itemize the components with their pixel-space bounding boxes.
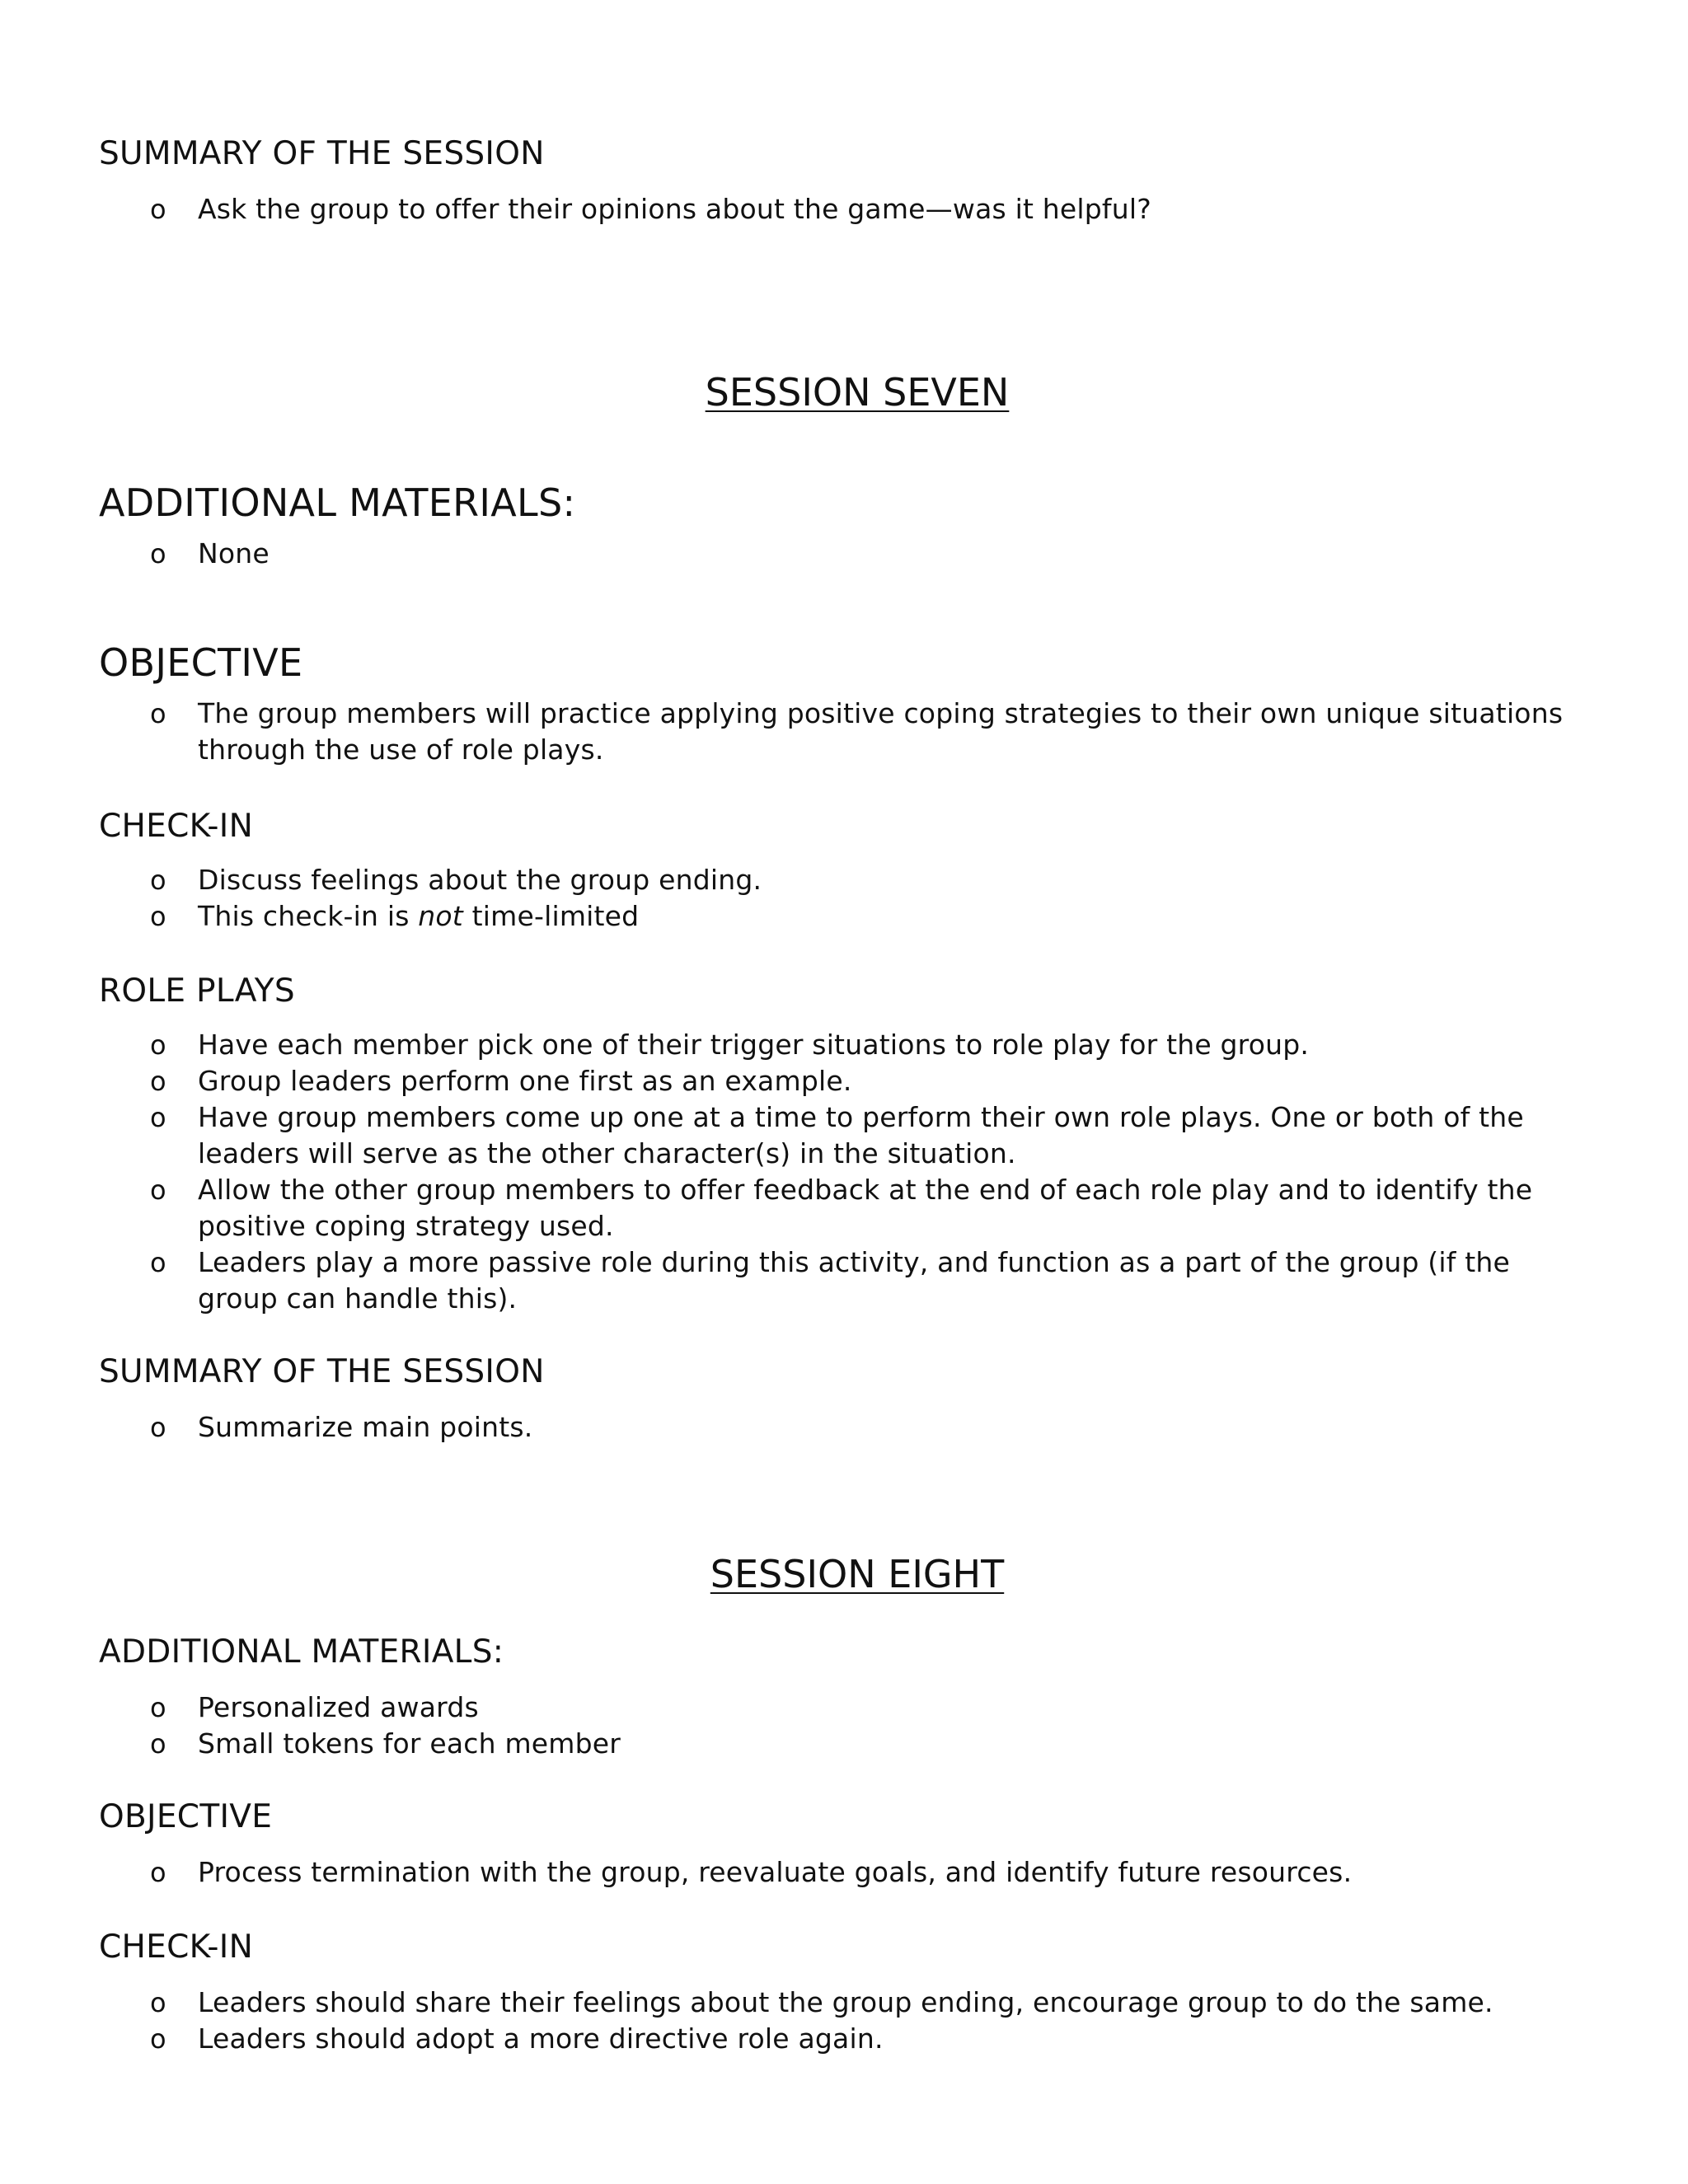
section-heading-summary: SUMMARY OF THE SESSION — [99, 1353, 545, 1390]
bullet-icon: o — [150, 1102, 166, 1133]
list-item: o The group members will practice applying positive coping strategies to their own unique situations through the use of role plays. — [150, 697, 1564, 766]
list-item: o Personalized awards — [0, 1690, 1582, 1726]
bullet-icon: o — [150, 194, 166, 225]
session-title-eight: SESSION EIGHT — [710, 1552, 1005, 1596]
summary-list — [0, 191, 1582, 227]
bullet-icon: o — [150, 1987, 166, 2018]
bullet-icon: o — [150, 698, 166, 729]
bullet-icon: o — [150, 1174, 166, 1206]
bullet-icon: o — [150, 865, 166, 896]
bullet-icon: o — [150, 1066, 166, 1097]
section-heading-checkin: CHECK-IN — [99, 808, 254, 845]
list-item: o Have group members come up one at a time to perform their own role plays. One or both of the leaders will serve as the other character(s) in the situation. — [150, 1101, 1524, 1169]
bullet-icon: o — [150, 1857, 166, 1888]
list-item: o Group leaders perform one first as an example. — [0, 1063, 1582, 1099]
section-heading-objective: OBJECTIVE — [99, 1798, 273, 1835]
bullet-icon: o — [150, 901, 166, 932]
bullet-icon: o — [150, 2023, 166, 2055]
emphasis-text: not — [418, 900, 463, 932]
list-item: o Discuss feelings about the group ending. — [0, 862, 1582, 898]
bullet-icon: o — [150, 1692, 166, 1723]
bullet-icon: o — [150, 1728, 166, 1760]
list-item: o Leaders should share their feelings about the group ending, encourage group to do the same. — [0, 1985, 1582, 2021]
bullet-icon: o — [150, 1247, 166, 1278]
section-heading-summary: SUMMARY OF THE SESSION — [99, 135, 545, 172]
list-item: o This check-in is not time-limited — [0, 898, 1582, 935]
list-item: o Process termination with the group, reevaluate goals, and identify future resources. — [0, 1854, 1582, 1891]
list-item: o Leaders play a more passive role during this activity, and function as a part of the group (if the group can handle this). — [150, 1246, 1511, 1315]
section-heading-materials: ADDITIONAL MATERIALS: — [99, 1633, 504, 1671]
section-heading-objective: OBJECTIVE — [99, 640, 303, 685]
list-item: o None — [0, 536, 1582, 572]
list-item: o Ask the group to offer their opinions about the game—was it helpful? — [0, 191, 1582, 227]
objective-list — [0, 1854, 1582, 1891]
section-heading-checkin: CHECK-IN — [99, 1929, 254, 1966]
section-heading-role-plays: ROLE PLAYS — [99, 972, 295, 1010]
list-item: o Leaders should adopt a more directive role again. — [0, 2021, 1582, 2057]
summary-list — [0, 1409, 1582, 1446]
bullet-icon: o — [150, 538, 166, 569]
materials-list — [0, 536, 1582, 572]
list-item: o Small tokens for each member — [0, 1726, 1582, 1762]
list-item: o Summarize main points. — [0, 1409, 1582, 1446]
checkin-list — [0, 1985, 1582, 2057]
list-item: o Allow the other group members to offer feedback at the end of each role play and to identify the positive coping strategy used. — [150, 1174, 1533, 1242]
list-item: o Have each member pick one of their trigger situations to role play for the group. — [0, 1027, 1582, 1063]
bullet-icon: o — [150, 1412, 166, 1443]
checkin-list — [0, 862, 1582, 935]
bullet-icon: o — [150, 1029, 166, 1061]
materials-list — [0, 1690, 1582, 1762]
objective-list — [0, 696, 1582, 768]
section-heading-materials: ADDITIONAL MATERIALS: — [99, 480, 576, 525]
role-plays-list — [0, 1027, 1582, 1317]
session-title-seven: SESSION SEVEN — [705, 370, 1010, 415]
